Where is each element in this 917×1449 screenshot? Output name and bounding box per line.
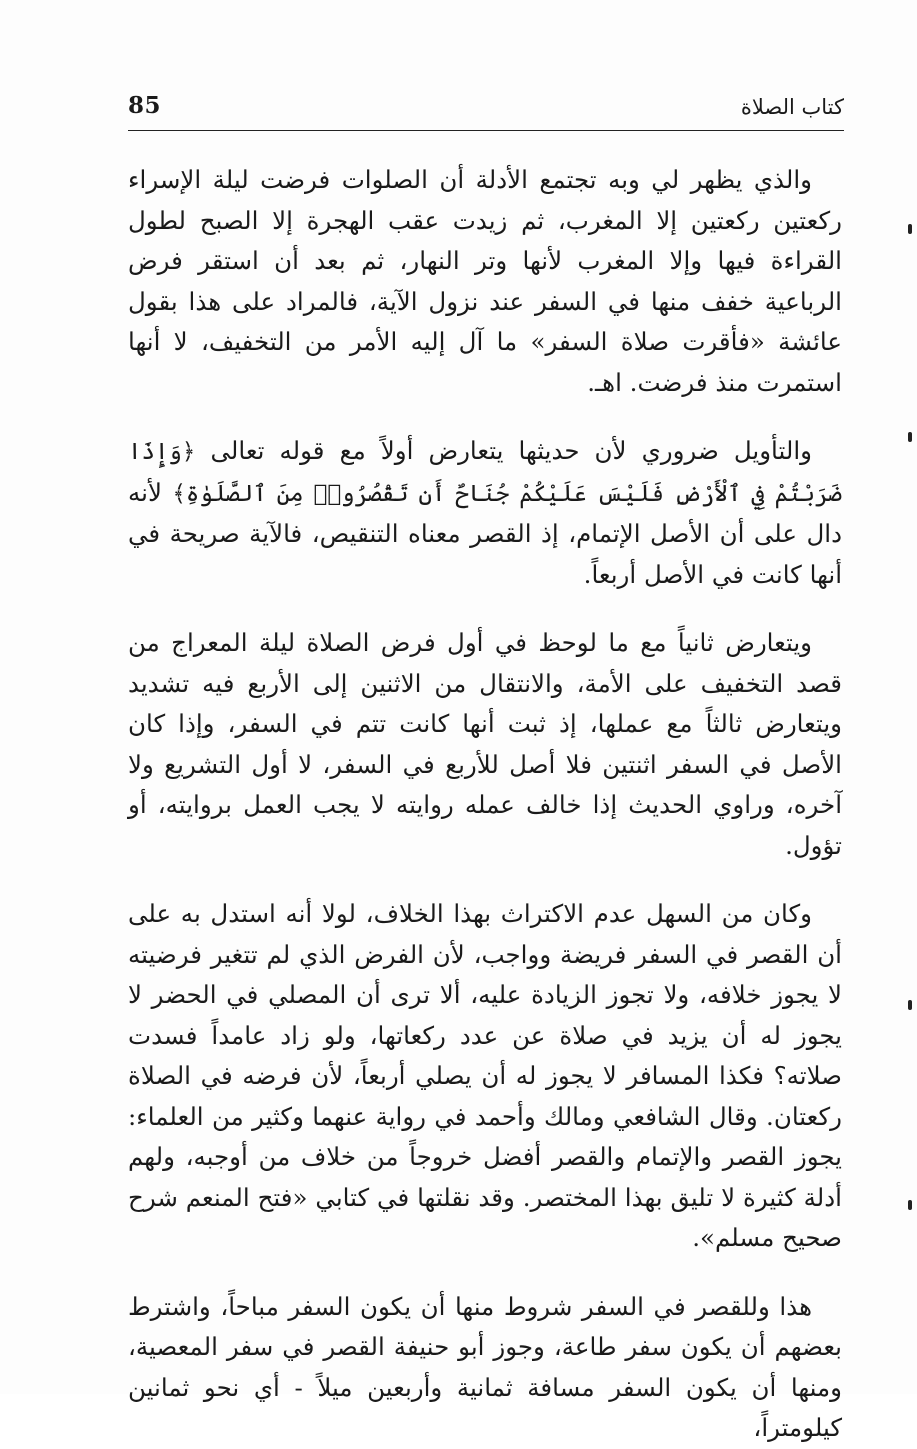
margin-mark: [908, 432, 912, 442]
running-title: كتاب الصلاة: [740, 95, 844, 119]
header-divider: [128, 130, 844, 131]
paragraph-3: ويتعارض ثانياً مع ما لوحظ في أول فرض الصلاة ليلة المعراج من قصد التخفيف على الأمة، والانتقال من الاثنين إلى الأربع فيه تشديد ويتعارض ثالثاً مع عملها، إذ ثبت أنها كانت تتم في السفر، وإذا كان الأصل في السفر اثنتين فلا أصل للأربع في السفر، لا أول التشريع ولا آخره، وراوي الحديث إذا خالف عمله روايته لا يجب العمل بروايته، أو تؤول.: [128, 628, 842, 860]
paragraph-2: [128, 431, 842, 595]
margin-mark: [908, 1000, 912, 1010]
paragraph-5: هذا وللقصر في السفر شروط منها أن يكون السفر مباحاً، واشترط بعضهم أن يكون سفر طاعة، وجوز أبو حنيفة القصر في سفر المعصية، ومنها أن يكون السفر مسافة ثمانية وأربعين ميلاً - أي نحو ثمانين كيلومتراً،: [128, 1291, 842, 1442]
paragraph-2-before-verse: والتأويل ضروري لأن حديثها يتعارض أولاً مع قوله تعالى: [195, 436, 812, 465]
paragraph-4: وكان من السهل عدم الاكتراث بهذا الخلاف، لولا أنه استدل به على أن القصر في السفر فريضة وواجب، لأن الفرض الذي لم تتغير فرضيته لا يجوز خلافه، ولا تجوز الزيادة عليه، ألا ترى أن المصلي في الحضر لا يجوز له أن يزيد في صلاة عن عدد ركعاتها، ولو زاد عامداً فسدت صلاته؟ فكذا المسافر لا يجوز له أن يصلي أربعاً، لأن فرضه في الصلاة ركعتان. وقال الشافعي ومالك وأحمد في رواية عنهما وكثير من العلماء: يجوز القصر والإتمام والقصر أفضل خروجاً من خلاف من أوجبه، ولهم أدلة كثيرة لا تليق بهذا المختصر. وقد نقلتها في كتابي «فتح المنعم شرح صحيح مسلم».: [128, 899, 842, 1252]
margin-mark: [908, 1200, 912, 1210]
paragraph-1: والذي يظهر لي وبه تجتمع الأدلة أن الصلوات فرضت ليلة الإسراء ركعتين ركعتين إلا المغرب، ثم زيدت عقب الهجرة إلا الصبح لطول القراءة فيها وإلا المغرب لأنها وتر النهار، ثم بعد أن استقر فرض الرباعية خفف منها في السفر عند نزول الآية، فالمراد على هذا بقول عائشة «فأقرت صلاة السفر» ما آل إليه الأمر من التخفيف، لا أنها استمرت منذ فرضت. اهـ.: [128, 165, 842, 397]
page-number: 85: [128, 92, 162, 119]
paragraph-2-after-verse: لأنه دال على أن الأصل الإتمام، إذ القصر معناه التنقيص، فالآية صريحة في أنها كانت في الأصل أربعاً.: [128, 477, 842, 589]
quran-verse: ﴿وَإِذَا ضَرَبْتُمْ فِي ٱلْأَرْضِ فَلَيْسَ عَلَيْكُمْ جُنَاحٌ أَن تَقْصُرُوا۟ مِنَ ٱلصَّلَوٰةِ﴾: [128, 439, 842, 507]
body-text: [128, 160, 842, 1449]
margin-mark: [908, 224, 912, 234]
page-header: [128, 92, 844, 128]
